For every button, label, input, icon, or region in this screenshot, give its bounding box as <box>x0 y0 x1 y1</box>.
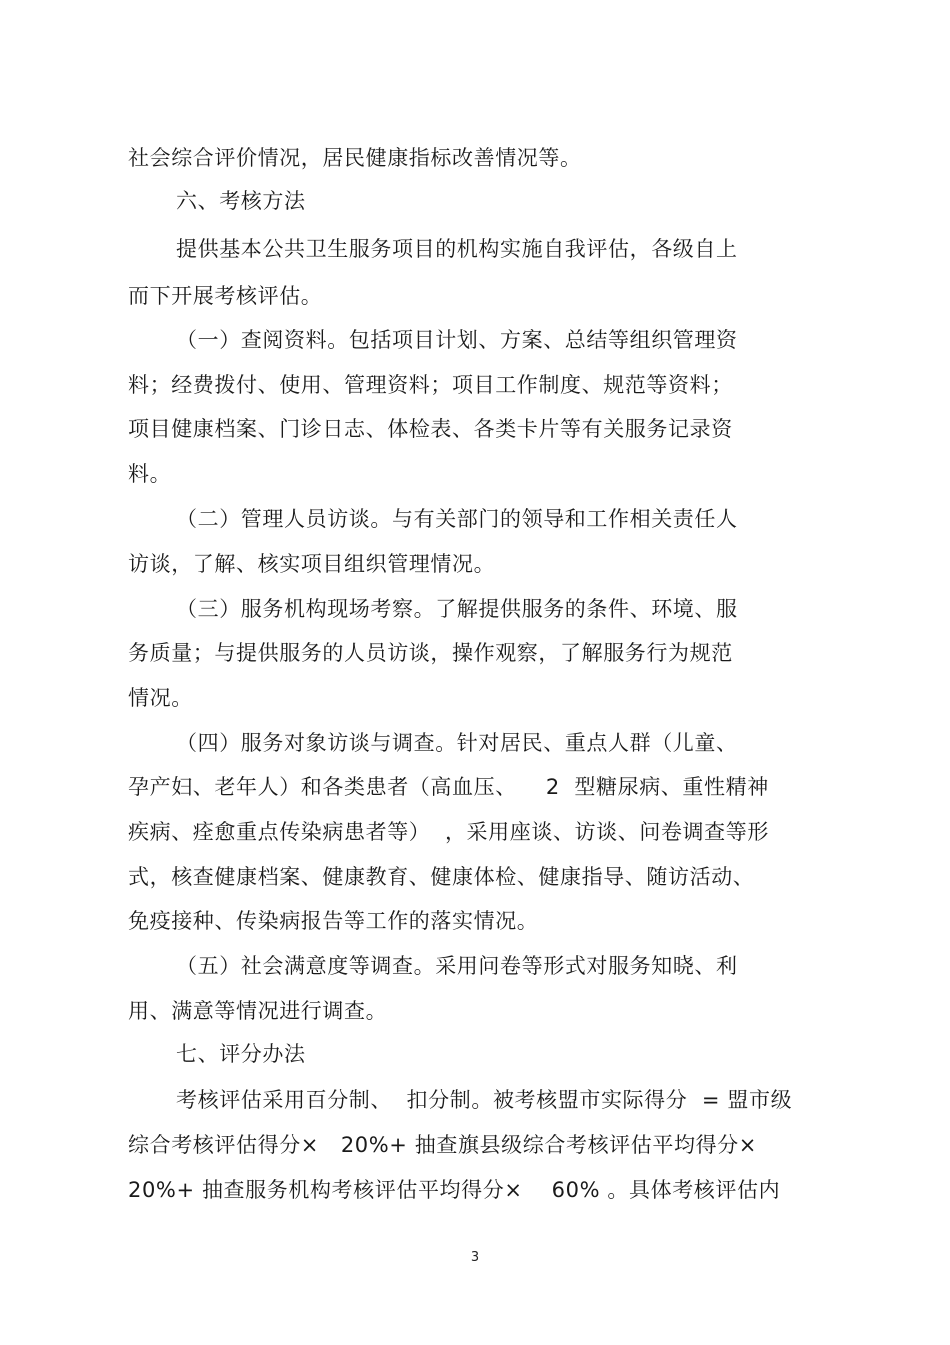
paragraph-line: 提供基本公共卫生服务项目的机构实施自我评估，各级自上 <box>176 237 738 261</box>
paragraph-line: 务质量；与提供服务的人员访谈，操作观察，了解服务行为规范 <box>128 641 733 665</box>
paragraph-line: 项目健康档案、门诊日志、体检表、各类卡片等有关服务记录资 <box>128 417 733 441</box>
paragraph-line: （三）服务机构现场考察。了解提供服务的条件、环境、服 <box>176 597 738 621</box>
paragraph-line: 综合考核评估得分× 20%+ 抽查旗县级综合考核评估平均得分× <box>128 1133 757 1157</box>
paragraph-line: 考核评估采用百分制、 扣分制。被考核盟市实际得分 = 盟市级 <box>176 1088 793 1112</box>
paragraph-line: 免疫接种、传染病报告等工作的落实情况。 <box>128 909 539 933</box>
paragraph-line: 用、满意等情况进行调查。 <box>128 999 388 1023</box>
paragraph-line: 疾病、痊愈重点传染病患者等） ，采用座谈、访谈、问卷调查等形 <box>128 820 769 844</box>
paragraph-line: 社会综合评价情况，居民健康指标改善情况等。 <box>128 146 582 170</box>
paragraph-line: 情况。 <box>128 686 193 710</box>
paragraph-line: 孕产妇、老年人）和各类患者（高血压、 2 型糖尿病、重性精神 <box>128 775 769 799</box>
page-number: 3 <box>470 1250 480 1265</box>
paragraph-line: （二）管理人员访谈。与有关部门的领导和工作相关责任人 <box>176 507 738 531</box>
paragraph-line: 式，核查健康档案、健康教育、健康体检、健康指导、随访活动、 <box>128 865 755 889</box>
paragraph-line: 访谈，了解、核实项目组织管理情况。 <box>128 552 496 576</box>
section-heading: 七、评分办法 <box>176 1042 306 1066</box>
paragraph-line: （四）服务对象访谈与调查。针对居民、重点人群（儿童、 <box>176 731 738 755</box>
paragraph-line: （五）社会满意度等调查。采用问卷等形式对服务知晓、利 <box>176 954 738 978</box>
paragraph-line: 20%+ 抽查服务机构考核评估平均得分× 60% 。具体考核评估内 <box>128 1178 781 1202</box>
paragraph-line: 料。 <box>128 462 172 486</box>
paragraph-line: （一）查阅资料。包括项目计划、方案、总结等组织管理资 <box>176 328 738 352</box>
section-heading: 六、考核方法 <box>176 189 306 213</box>
paragraph-line: 料；经费拨付、使用、管理资料；项目工作制度、规范等资料； <box>128 373 733 397</box>
paragraph-line: 而下开展考核评估。 <box>128 284 323 308</box>
